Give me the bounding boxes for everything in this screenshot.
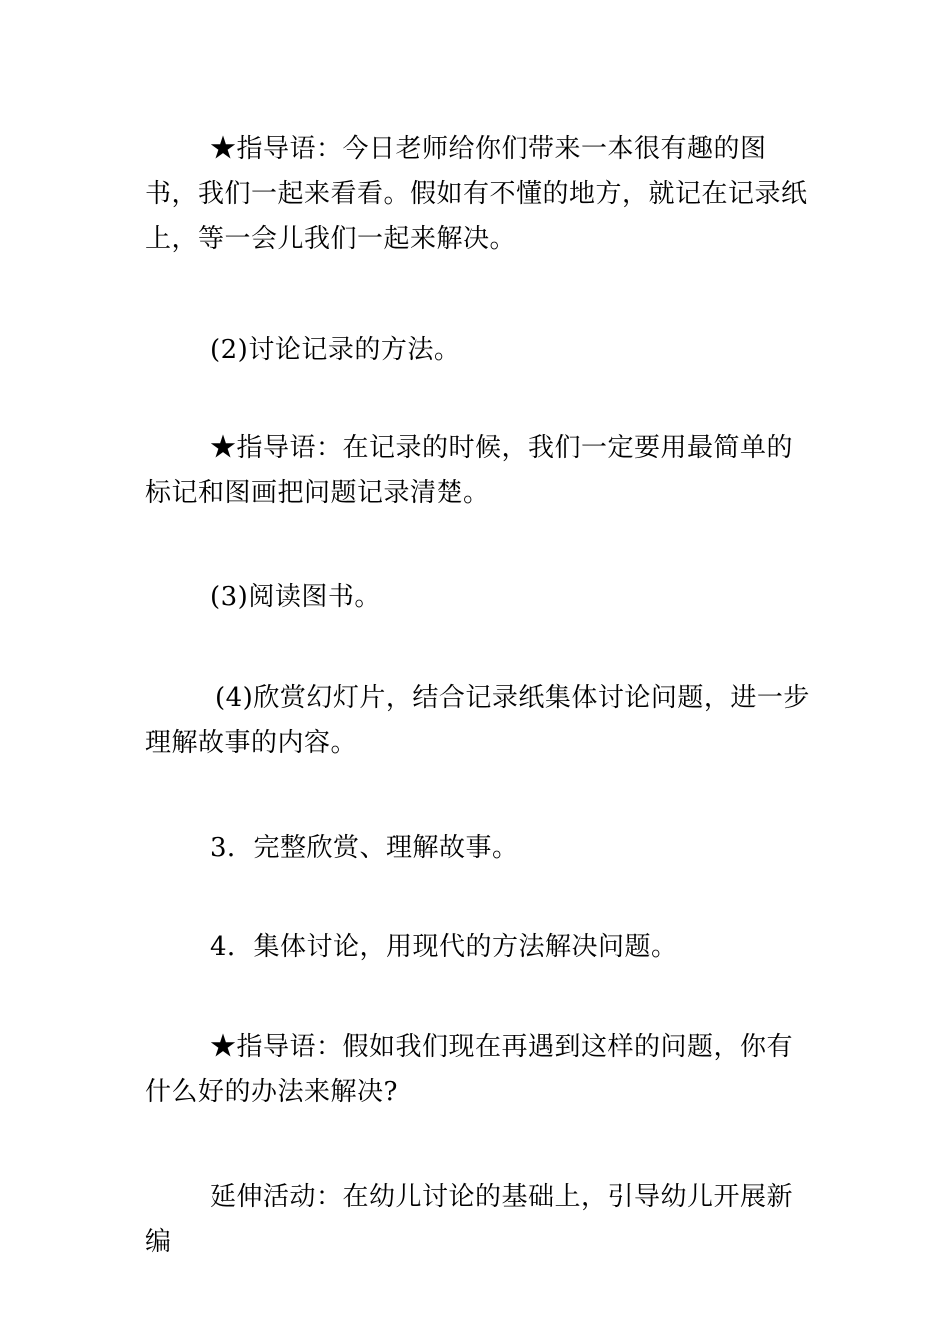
step-discuss-recording-method: (2)讨论记录的方法。	[210, 335, 461, 365]
extension-activity: 延伸活动：在幼儿讨论的基础上，引导幼儿开展新编	[145, 1182, 794, 1257]
guidance-paragraph-1: ★指导语：今日老师给你们带来一本很有趣的图书，我们一起来看看。假如有不懂的地方，就记在记录纸上，等一会儿我们一起来解决。	[145, 134, 808, 254]
step-group-discussion: 4．集体讨论，用现代的方法解决问题。	[210, 932, 678, 962]
guidance-paragraph-3: ★指导语：假如我们现在再遇到这样的问题，你有什么好的办法来解决?	[145, 1032, 794, 1107]
step-appreciate-story: 3．完整欣赏、理解故事。	[210, 833, 519, 863]
step-watch-slides: (4)欣赏幻灯片，结合记录纸集体讨论问题，进一步理解故事的内容。	[145, 683, 810, 758]
step-read-book: (3)阅读图书。	[210, 582, 381, 612]
guidance-paragraph-2: ★指导语：在记录的时候，我们一定要用最简单的标记和图画把问题记录清楚。	[145, 433, 794, 508]
